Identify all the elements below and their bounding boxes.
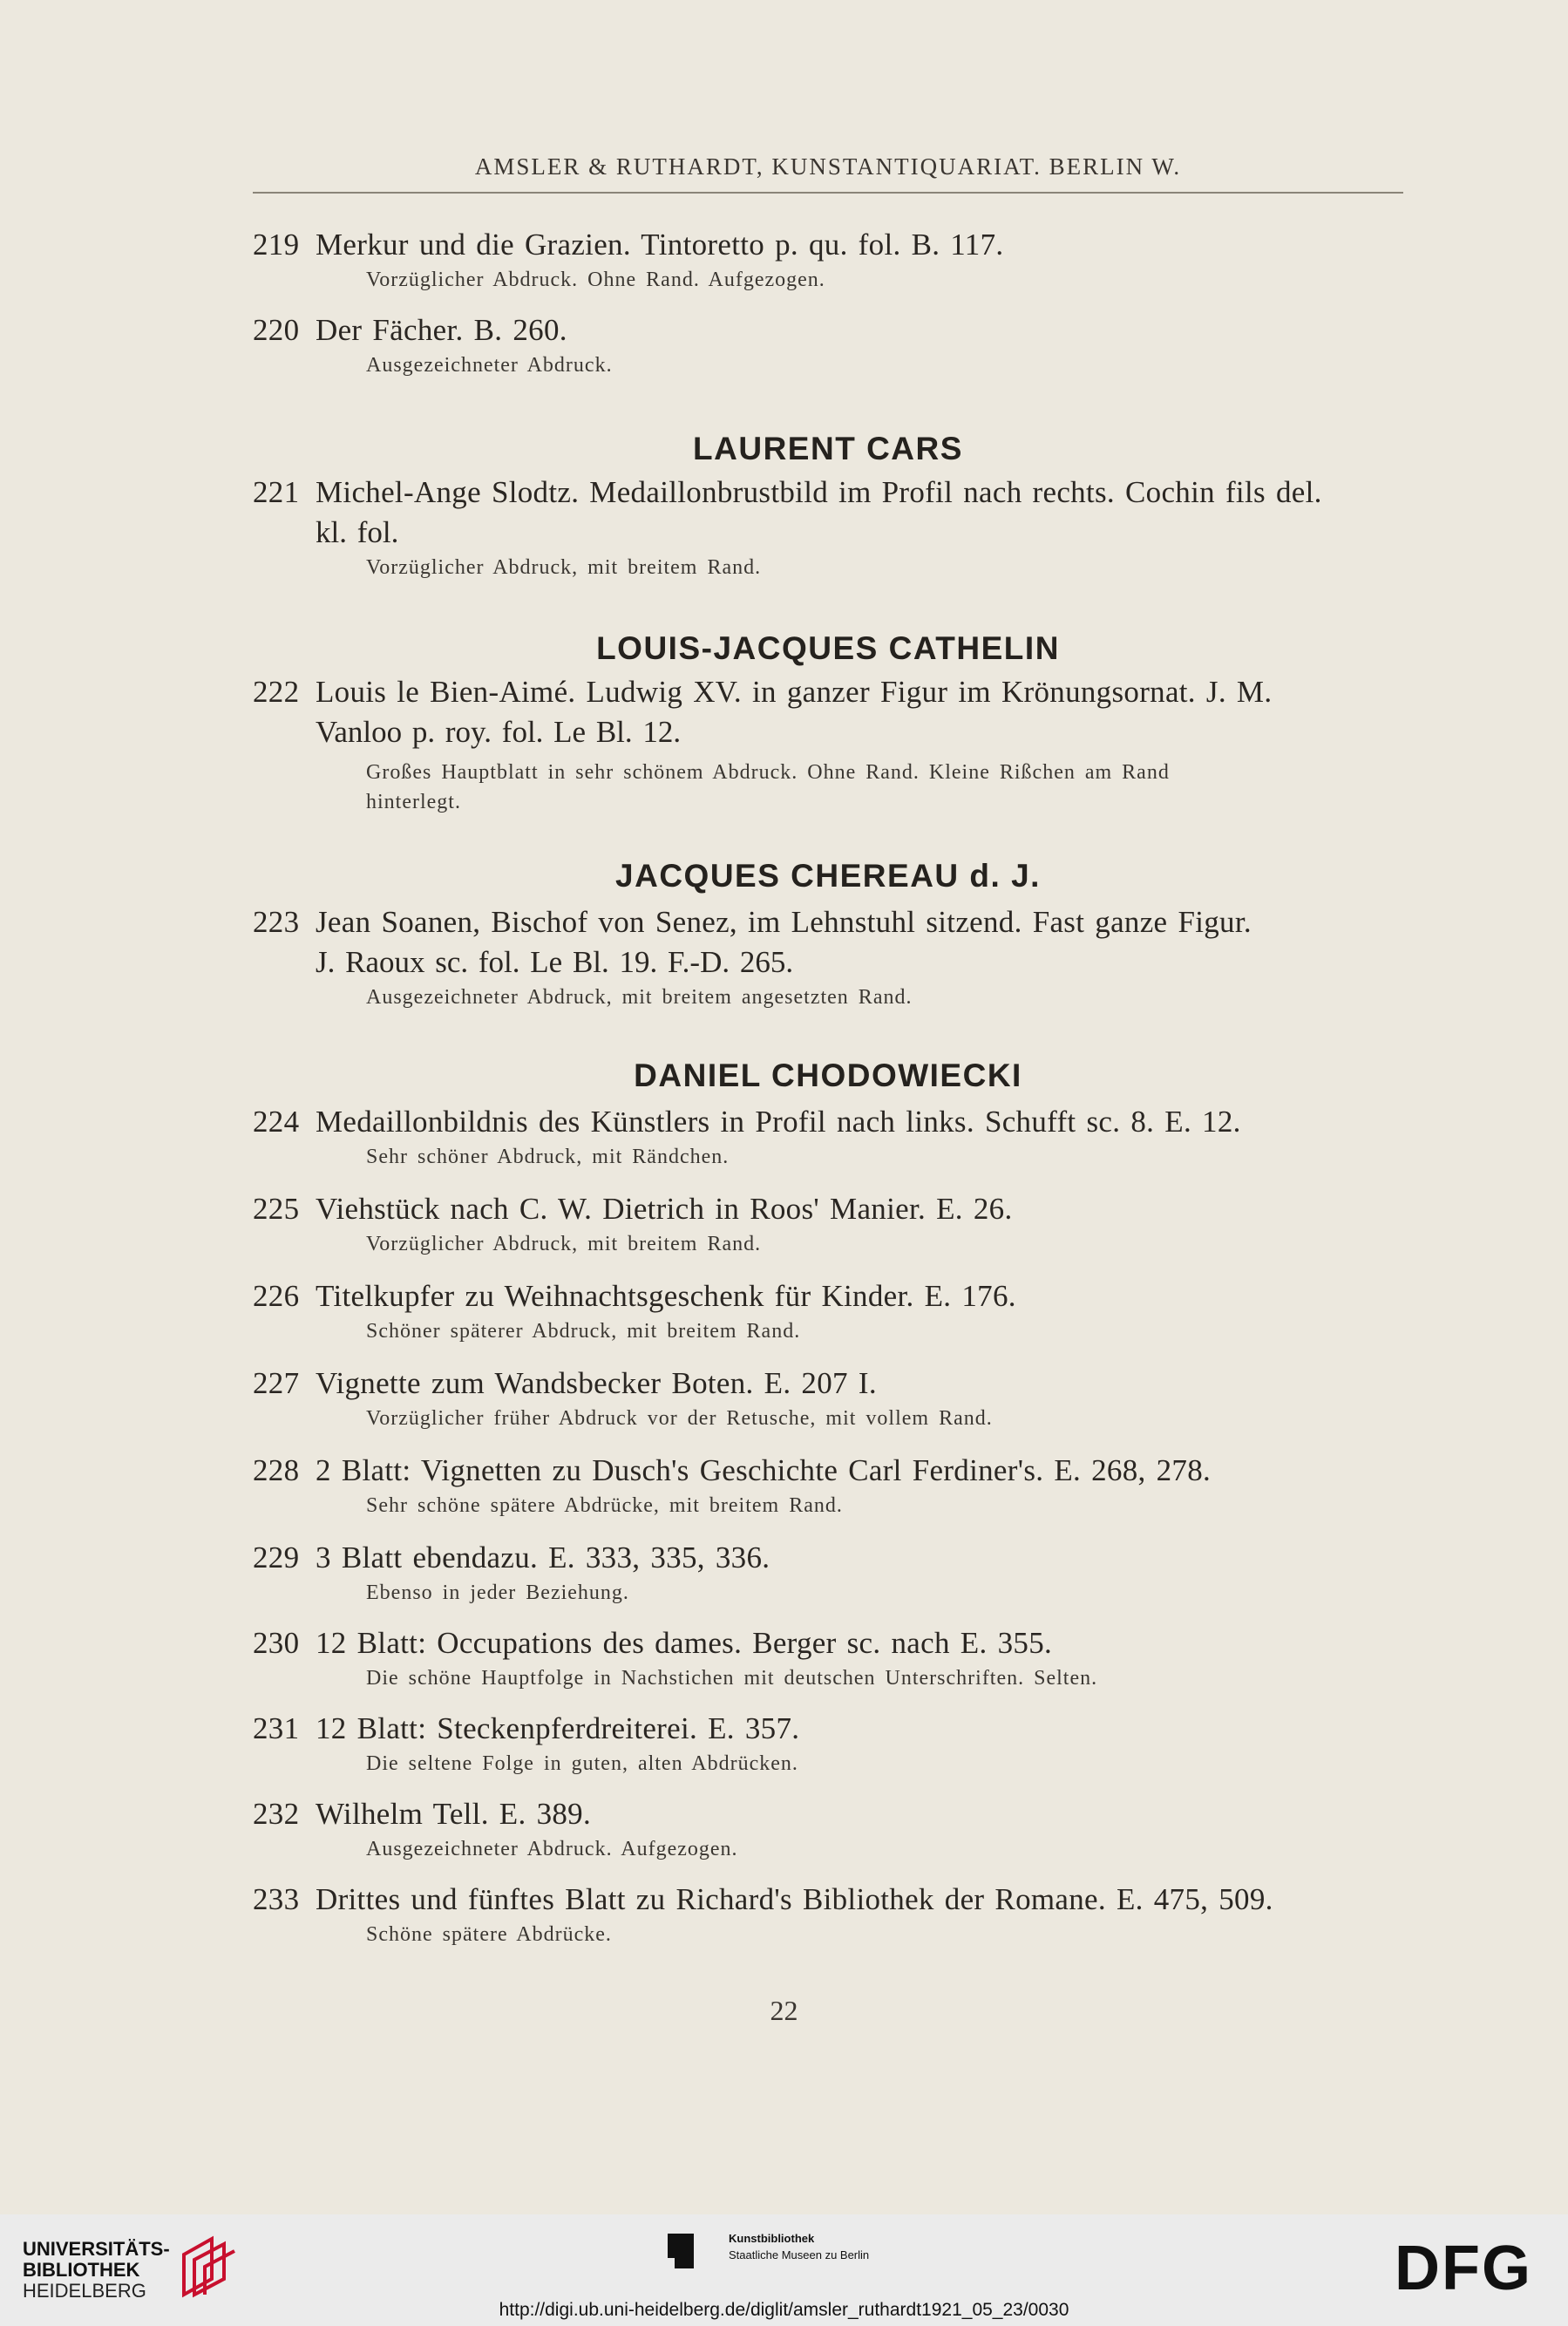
entry-224 <box>253 1102 1421 1172</box>
entry-230 <box>253 1623 1421 1693</box>
entry-222 <box>253 672 1421 817</box>
entry-title-continuation: J. Raoux sc. fol. Le Bl. 19. F.-D. 265. <box>316 945 794 979</box>
ub-logo-line: HEIDELBERG <box>23 2280 146 2302</box>
entry-number: 231 <box>253 1711 300 1745</box>
dfg-logo[interactable]: DFG <box>1395 2234 1532 2303</box>
entry-number: 233 <box>253 1882 300 1916</box>
entry-number: 228 <box>253 1453 300 1487</box>
entry-title: Louis le Bien-Aimé. Ludwig XV. in ganzer Figur im Krönungsornat. J. M. <box>316 675 1273 709</box>
entry-title: Der Fächer. B. 260. <box>316 313 567 347</box>
kb-line: Kunstbibliothek <box>729 2232 815 2245</box>
entry-note: Sehr schöne spätere Abdrücke, mit breitem Rand. <box>366 1494 843 1517</box>
entry-number: 223 <box>253 905 300 939</box>
page-number: 22 <box>770 1995 798 2026</box>
ub-heidelberg-logo[interactable] <box>23 2239 238 2302</box>
entry-note: Ausgezeichneter Abdruck. <box>366 354 613 377</box>
entry-220 <box>253 310 1421 380</box>
entry-number: 222 <box>253 675 300 709</box>
entry-number: 221 <box>253 475 300 509</box>
entry-title: Wilhelm Tell. E. 389. <box>316 1797 592 1831</box>
entry-title-continuation: Vanloo p. roy. fol. Le Bl. 12. <box>316 715 682 749</box>
ub-logo-line: UNIVERSITÄTS- <box>23 2238 170 2260</box>
entry-note: Schöne spätere Abdrücke. <box>366 1923 612 1946</box>
entry-229 <box>253 1538 1421 1608</box>
entry-title: 2 Blatt: Vignetten zu Dusch's Geschichte Carl Ferdiner's. E. 268, 278. <box>316 1453 1212 1487</box>
entry-number: 232 <box>253 1797 300 1831</box>
entry-title: Titelkupfer zu Weihnachtsgeschenk für Kinder. E. 176. <box>316 1279 1016 1313</box>
entry-title: 3 Blatt ebendazu. E. 333, 335, 336. <box>316 1540 770 1574</box>
entry-title: Jean Soanen, Bischof von Senez, im Lehnstuhl sitzend. Fast ganze Figur. <box>316 905 1252 939</box>
entry-title-continuation: kl. fol. <box>316 515 399 549</box>
entry-233 <box>253 1880 1421 1949</box>
entry-title: Viehstück nach C. W. Dietrich in Roos' Manier. E. 26. <box>316 1192 1013 1226</box>
entry-number: 230 <box>253 1626 300 1660</box>
entry-note: Ausgezeichneter Abdruck, mit breitem angesetzten Rand. <box>366 986 913 1009</box>
entry-226 <box>253 1276 1421 1346</box>
entry-note: Ausgezeichneter Abdruck. Aufgezogen. <box>366 1838 738 1860</box>
entry-note: Vorzüglicher Abdruck, mit breitem Rand. <box>366 1233 762 1255</box>
entry-note: Vorzüglicher früher Abdruck vor der Retusche, mit vollem Rand. <box>366 1407 993 1430</box>
entry-225 <box>253 1189 1421 1259</box>
section-heading-cathelin: LOUIS-JACQUES CATHELIN <box>596 630 1060 666</box>
entry-number: 227 <box>253 1366 300 1400</box>
section-heading-laurent-cars: LAURENT CARS <box>693 431 963 466</box>
entry-231 <box>253 1709 1421 1779</box>
kunstbibliothek-logo[interactable] <box>729 2230 869 2263</box>
entry-number: 226 <box>253 1279 300 1313</box>
section-heading-chodowiecki: DANIEL CHODOWIECKI <box>634 1058 1022 1093</box>
entry-note-continuation: hinterlegt. <box>366 791 461 813</box>
section-heading-chereau: JACQUES CHEREAU d. J. <box>615 858 1041 894</box>
kb-line: Staatliche Museen zu Berlin <box>729 2248 870 2261</box>
entry-number: 220 <box>253 313 300 347</box>
entry-232 <box>253 1794 1421 1864</box>
ub-book-icon <box>177 2234 238 2298</box>
entry-228 <box>253 1451 1421 1520</box>
entry-note: Die schöne Hauptfolge in Nachstichen mit deutschen Unterschriften. Selten. <box>366 1667 1098 1690</box>
entry-223 <box>253 902 1421 1012</box>
entry-number: 229 <box>253 1540 300 1574</box>
entry-title: Drittes und fünftes Blatt zu Richard's Bibliothek der Romane. E. 475, 509. <box>316 1882 1273 1916</box>
entry-note: Schöner späterer Abdruck, mit breitem Rand. <box>366 1320 801 1343</box>
entry-note: Die seltene Folge in guten, alten Abdrücken. <box>366 1752 798 1775</box>
entry-note: Vorzüglicher Abdruck. Ohne Rand. Aufgezogen. <box>366 269 825 291</box>
running-head: AMSLER & RUTHARDT, KUNSTANTIQUARIAT. BERLIN W. <box>474 153 1182 180</box>
entry-note: Ebenso in jeder Beziehung. <box>366 1581 629 1604</box>
entry-number: 225 <box>253 1192 300 1226</box>
entry-title: Michel-Ange Slodtz. Medaillonbrustbild im Profil nach rechts. Cochin fils del. <box>316 475 1322 509</box>
entry-number: 219 <box>253 228 300 262</box>
entry-219 <box>253 225 1421 295</box>
ub-logo-line: BIBLIOTHEK <box>23 2259 140 2281</box>
entry-note: Großes Hauptblatt in sehr schönem Abdruck. Ohne Rand. Kleine Rißchen am Rand <box>366 761 1170 784</box>
entry-number: 224 <box>253 1105 300 1139</box>
entry-note: Vorzüglicher Abdruck, mit breitem Rand. <box>366 556 762 579</box>
kunstbibliothek-logo-icon <box>668 2234 694 2268</box>
entry-title: 12 Blatt: Steckenpferdreiterei. E. 357. <box>316 1711 800 1745</box>
entry-title: Medaillonbildnis des Künstlers in Profil nach links. Schufft sc. 8. E. 12. <box>316 1105 1241 1139</box>
entry-title: 12 Blatt: Occupations des dames. Berger sc. nach E. 355. <box>316 1626 1053 1660</box>
header-rule <box>253 192 1403 194</box>
entry-227 <box>253 1364 1421 1433</box>
entry-note: Sehr schöner Abdruck, mit Rändchen. <box>366 1146 730 1168</box>
entry-title: Merkur und die Grazien. Tintoretto p. qu. fol. B. 117. <box>316 228 1004 262</box>
entry-221 <box>253 473 1421 582</box>
entry-title: Vignette zum Wandsbecker Boten. E. 207 I. <box>316 1366 877 1400</box>
source-url-link[interactable]: http://digi.ub.uni-heidelberg.de/diglit/amsler_ruthardt1921_05_23/0030 <box>499 2300 1069 2320</box>
